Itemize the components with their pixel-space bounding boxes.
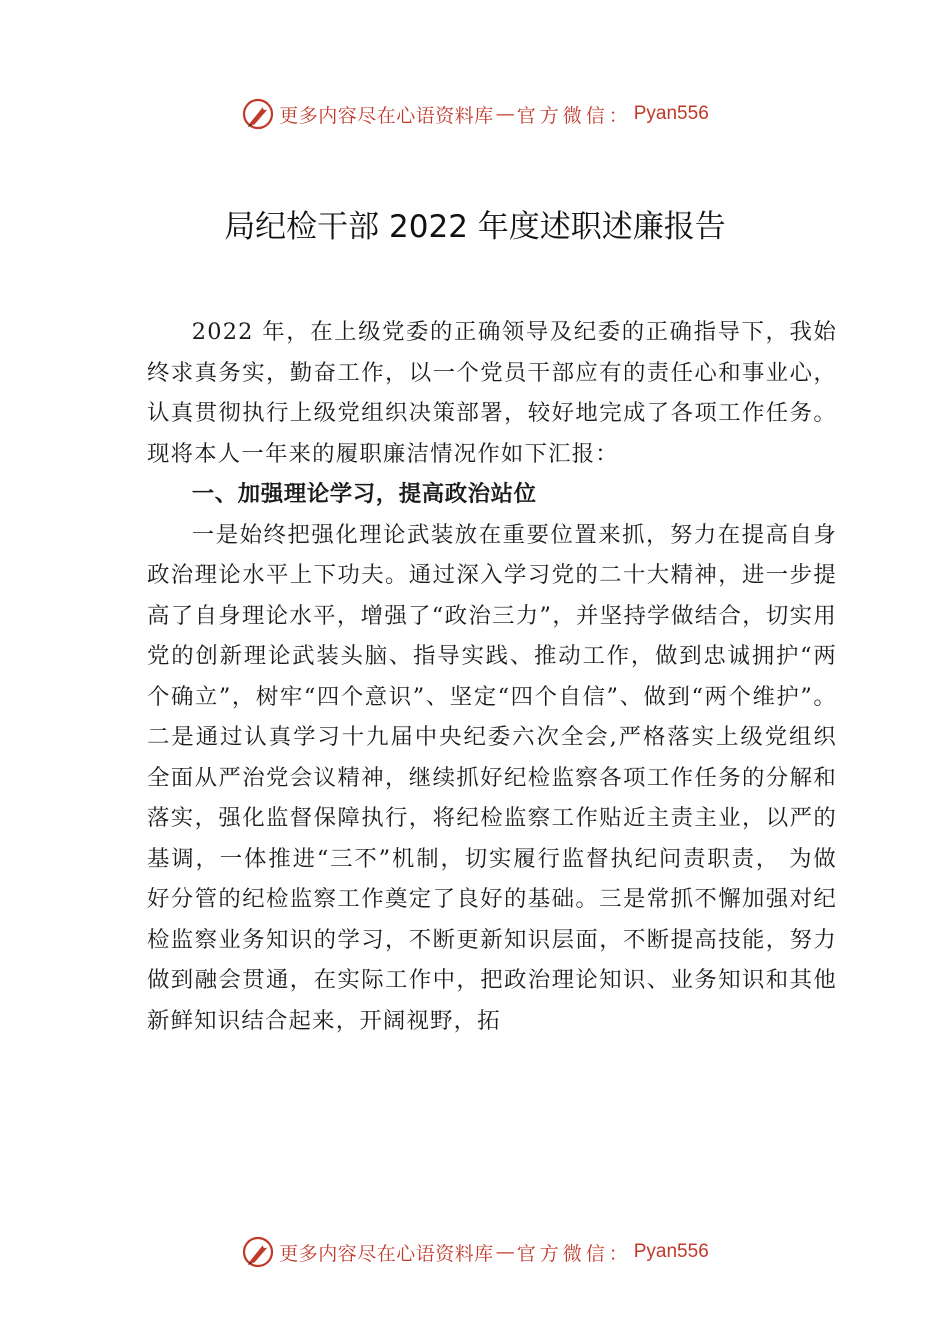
wechat-label: 官方微信：	[516, 104, 632, 127]
banner-dash: —	[495, 1241, 515, 1263]
pen-logo-icon	[241, 1235, 275, 1269]
wechat-id: Pyan556	[633, 1241, 709, 1262]
document-body	[147, 312, 837, 1041]
intro-paragraph: 2022 年，在上级党委的正确领导及纪委的正确指导下，我始终求真务实，勤奋工作，以一个党员干部应有的责任心和事业心，认真贯彻执行上级党组织决策部署，较好地完成了各项工作任务。现将本人一年来的履职廉洁情况作如下汇报：	[147, 319, 837, 467]
header-banner	[0, 94, 950, 134]
wechat-id: Pyan556	[633, 103, 709, 124]
page-title: 局纪检干部 2022 年度述职述廉报告	[224, 209, 726, 245]
pen-logo-icon	[241, 97, 275, 131]
wechat-label: 官方微信：	[516, 1242, 632, 1265]
section-heading: 一、加强理论学习，提高政治站位	[191, 481, 537, 507]
section-paragraph: 一是始终把强化理论武装放在重要位置来抓，努力在提高自身政治理论水平上下功夫。通过深入学习党的二十大精神，进一步提高了自身理论水平，增强了“政治三力”，并坚持学做结合，切实用党的创新理论武装头脑、指导实践、推动工作，做到忠诚拥护“两个确立”，树牢“四个意识”、坚定“四个自信”、做到“两个维护”。二是通过认真学习十九届中央纪委六次全会,严格落实上级党组织全面从严治党会议精神，继续抓好纪检监察各项工作任务的分解和落实，强化监督保障执行，将纪检监察工作贴近主责主业，以严的基调，一体推进“三不”机制，切实履行监督执纪问责职责， 为做好分管的纪检监察工作奠定了良好的基础。三是常抓不懈加强对纪检监察业务知识的学习，不断更新知识层面，不断提高技能，努力做到融会贯通，在实际工作中，把政治理论知识、业务知识和其他新鲜知识结合起来，开阔视野，拓	[147, 521, 837, 1034]
footer-banner	[0, 1232, 950, 1272]
brand-text: 更多内容尽在心语资料库	[279, 1242, 494, 1265]
banner-dash: —	[495, 103, 515, 125]
brand-text: 更多内容尽在心语资料库	[279, 104, 494, 127]
